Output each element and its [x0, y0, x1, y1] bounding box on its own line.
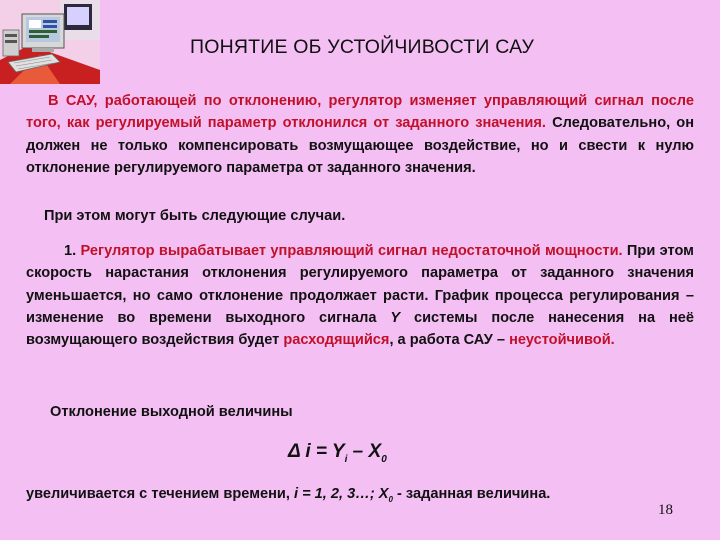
- deviation-label: Отклонение выходной величины: [50, 404, 293, 420]
- case-1-paragraph: [26, 240, 694, 351]
- formula-left: Δ i = Y: [288, 441, 345, 462]
- case-1-text-part1: При этом скорость нарастания отклонения регулируемого параметра от заданного значения уменьшается, но само отклонение продолжает расти. График процесса регулирования – изменение во времени выходного сигнала: [26, 243, 694, 326]
- deviation-formula: [288, 441, 387, 465]
- last-line-tail: - заданная величина.: [392, 486, 551, 502]
- intro-paragraph-text: Следовательно, он должен не только компенсировать возмущающее воздействие, но и свести к нулю отклонение регулируемого параметра от заданного значения.: [26, 115, 695, 176]
- case-1-output-y: Y: [390, 309, 401, 326]
- formula-middle: – X: [347, 441, 382, 462]
- case-1-text-part2: системы после нанесения на неё возмущающего воздействия будет: [26, 309, 694, 349]
- formula-left-sub: i: [344, 453, 348, 465]
- case-1-unstable: неустойчивой.: [509, 332, 615, 349]
- case-1-number: 1.: [64, 243, 77, 259]
- formula-right-sub: 0: [381, 453, 387, 465]
- case-1-divergent: расходящийся: [283, 332, 390, 349]
- last-line: [26, 486, 550, 504]
- case-1-highlight: Регулятор вырабатывает управляющий сигнал недостаточной мощности.: [80, 243, 623, 259]
- last-line-i-values: i = 1, 2, 3…; X: [294, 486, 389, 502]
- computer-logo-icon: [0, 0, 100, 84]
- page-title: ПОНЯТИЕ ОБ УСТОЙЧИВОСТИ САУ: [190, 36, 535, 58]
- last-line-x-sub: 0: [388, 494, 393, 504]
- page-number: 18: [658, 502, 673, 518]
- cases-intro: При этом могут быть следующие случаи.: [44, 208, 346, 224]
- intro-paragraph-highlight: В САУ, работающей по отклонению, регулятор изменяет управляющий сигнал после того, как регулируемый параметр отклонился от заданного значения.: [26, 93, 694, 132]
- case-1-text-part3: , а работа САУ –: [389, 332, 510, 349]
- last-line-text: увеличивается с течением времени,: [26, 486, 294, 502]
- last-line-values: [294, 486, 393, 502]
- intro-paragraph: [26, 90, 694, 179]
